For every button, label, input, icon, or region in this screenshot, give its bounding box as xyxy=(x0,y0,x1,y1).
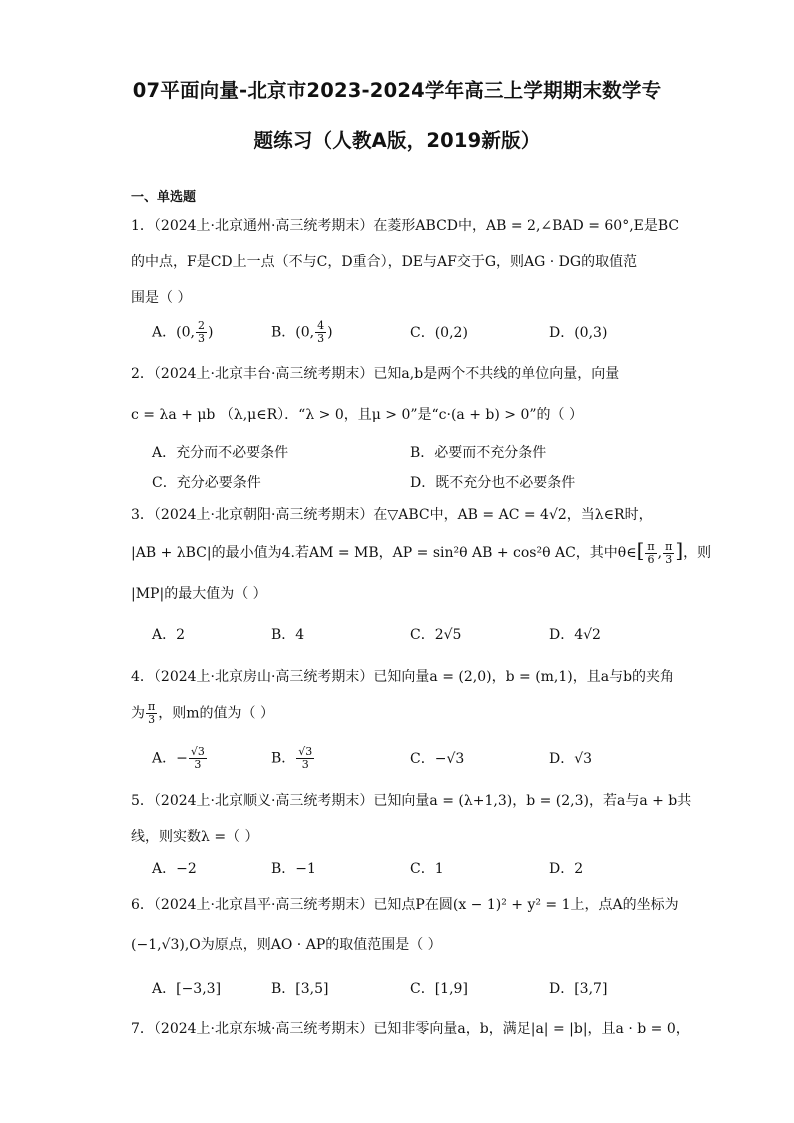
q3-line-1: 3．（2024上·北京朝阳·高三统考期末）在▽ABC中，AB = AC = 4√2，当λ∈R时， xyxy=(131,507,653,523)
bracket-close: ] xyxy=(675,538,684,562)
section-heading: 一、单选题 xyxy=(131,190,197,205)
q1-line-2: 的中点，F是CD上一点（不与C，D重合），DE与AF交于G，则AG · DG的取值范 xyxy=(131,254,638,270)
q2-option-c: C．充分必要条件 xyxy=(152,475,261,491)
q3-option-b: B．4 xyxy=(271,627,305,643)
q3-option-c: C．2√5 xyxy=(410,627,462,643)
q1-option-c: C．(0,2) xyxy=(410,325,468,341)
q4-option-c: C．−√3 xyxy=(410,751,465,767)
q6-option-b: B．[3,5] xyxy=(271,981,329,997)
q6-line-2: (−1,√3),O为原点，则AO · AP的取值范围是（ ） xyxy=(131,937,442,953)
q1-line-1: 1．（2024上·北京通州·高三统考期末）在菱形ABCD中，AB = 2,∠BAD = 60°,E是BC xyxy=(131,218,680,234)
q2-option-d: D．既不充分也不必要条件 xyxy=(410,475,576,491)
q2-option-a: A．充分而不必要条件 xyxy=(152,445,289,461)
q2-line-2: c = λa + μb （λ,μ∈R）．“λ > 0，且μ > 0”是“c·(a + b) > 0”的（ ） xyxy=(131,407,583,423)
q3-option-d: D．4√2 xyxy=(549,627,601,643)
fraction: $\frac{2}{3}$ xyxy=(197,319,205,345)
document-title xyxy=(100,66,694,166)
q1-option-a-value: (0, xyxy=(176,324,195,341)
q1-option-b-value: (0, xyxy=(295,324,315,341)
q6-option-d: D．[3,7] xyxy=(549,981,608,997)
fraction: $\frac{\pi}{3}$ xyxy=(665,539,673,566)
fraction: $\frac{\pi}{3}$ xyxy=(148,700,156,726)
title-line-2: 题练习（人教A版，2019新版） xyxy=(253,129,541,152)
title-line-1: 07平面向量-北京市2023-2024学年高三上学期期末数学专 xyxy=(132,79,662,102)
q4-line-2: 为 $\frac{\pi}{3}$ ，则m的值为（ ） xyxy=(131,700,274,726)
fraction: $\frac{√3}{3}$ xyxy=(190,745,205,771)
q1-option-d: D．(0,3) xyxy=(549,325,608,341)
q3-line-3: |MP|的最大值为（ ） xyxy=(131,586,267,602)
q7-line-1: 7．（2024上·北京东城·高三统考期末）已知非零向量a，b，满足|a| = |b|，且a · b = 0， xyxy=(131,1021,690,1037)
q5-line-1: 5．（2024上·北京顺义·高三统考期末）已知向量a = (λ+1,3)，b = (2,3)，若a与a + b共 xyxy=(131,793,692,809)
q4-option-d: D．√3 xyxy=(549,751,593,767)
q4-option-b: B． $\frac{√3}{3}$ xyxy=(271,745,313,771)
q3-option-a: A．2 xyxy=(152,627,186,643)
q5-option-a: A．−2 xyxy=(152,861,197,877)
q5-option-d: D．2 xyxy=(549,861,584,877)
q2-option-b: B．必要而不充分条件 xyxy=(410,445,547,461)
fraction: $\frac{4}{3}$ xyxy=(317,319,325,345)
q4-option-a: A．− $\frac{√3}{3}$ xyxy=(152,745,205,771)
q5-option-b: B．−1 xyxy=(271,861,316,877)
q1-line-3: 围是（ ） xyxy=(131,290,192,306)
fraction: $\frac{√3}{3}$ xyxy=(298,745,313,771)
q6-line-1: 6．（2024上·北京昌平·高三统考期末）已知点P在圆(x − 1)² + y² = 1上，点A的坐标为 xyxy=(131,897,679,913)
q6-option-a: A．[−3,3] xyxy=(152,981,222,997)
q3-line-2: |AB + λBC|的最小值为4.若AM = MB，AP = sin²θ AB + cos²θ AC，其中θ∈[ $\frac{\pi}{6}$ , $\frac{\pi}{3}$ ]，则 xyxy=(131,538,712,566)
q5-option-c: C．1 xyxy=(410,861,444,877)
q5-line-2: 线，则实数λ =（ ） xyxy=(131,829,259,845)
q6-option-c: C．[1,9] xyxy=(410,981,468,997)
fraction: $\frac{\pi}{6}$ xyxy=(647,539,655,566)
q4-line-1: 4．（2024上·北京房山·高三统考期末）已知向量a = (2,0)，b = (m,1)，且a与b的夹角 xyxy=(131,669,675,685)
bracket-open: [ xyxy=(636,538,645,562)
q1-option-b: B．(0, $\frac{4}{3}$ ) xyxy=(271,319,333,345)
q2-line-1: 2．（2024上·北京丰台·高三统考期末）已知a,b是两个不共线的单位向量，向量 xyxy=(131,366,620,382)
q1-option-a: A．(0, $\frac{2}{3}$ ) xyxy=(152,319,214,345)
